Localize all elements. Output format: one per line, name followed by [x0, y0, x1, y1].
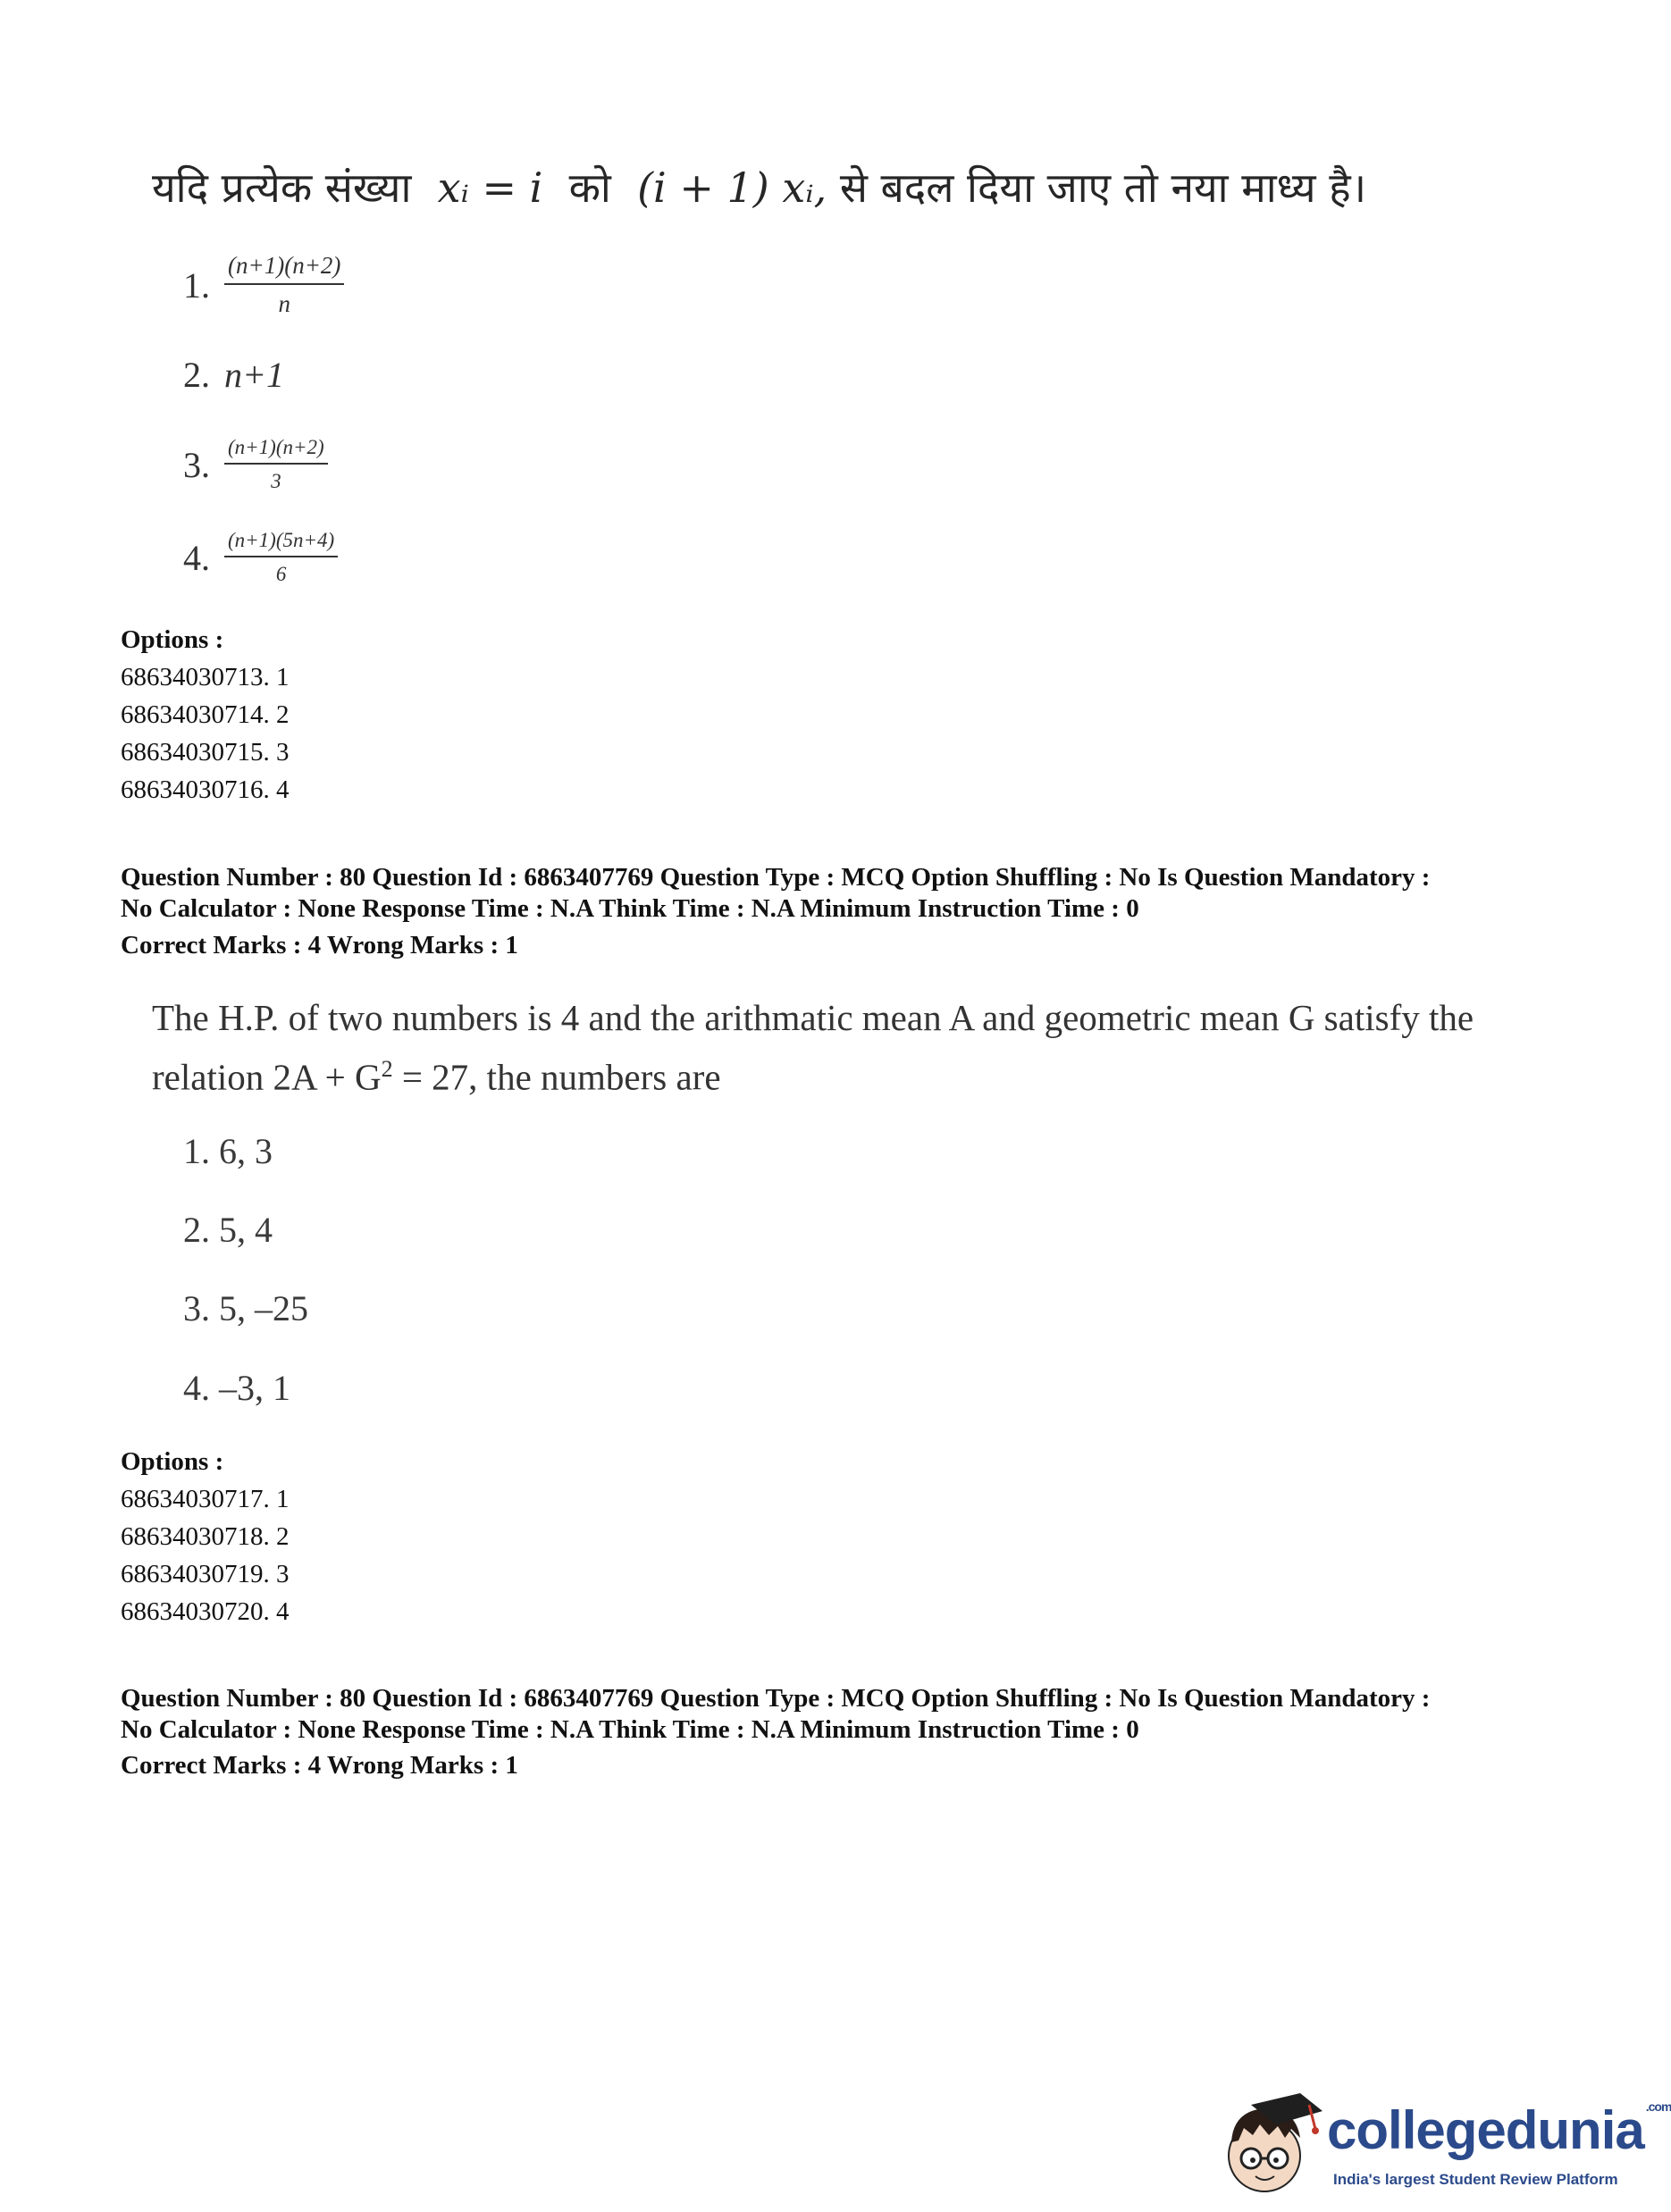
question-1-suffix: से बदल दिया जाए तो नया माध्य है।: [839, 163, 1367, 212]
question-2-text: [152, 992, 1546, 1103]
question-2-line-2: [152, 1043, 1546, 1103]
choice-number: 4.: [183, 537, 210, 578]
brand-wordmark: [1327, 2099, 1671, 2161]
question-2-option-id: 68634030717. 1: [121, 1485, 290, 1513]
question-2-choice-4: 4. –3, 1: [183, 1368, 290, 1408]
denominator: n: [278, 290, 290, 318]
question-meta-1: [121, 862, 1568, 925]
question-1-choice-2: [183, 354, 284, 396]
mascot-logo-icon: [1215, 2089, 1331, 2205]
marks-info-1: Correct Marks : 4 Wrong Marks : 1: [121, 931, 518, 959]
question-meta-2: [121, 1683, 1568, 1746]
brand-tagline: India's largest Student Review Platform: [1333, 2171, 1618, 2188]
question-1-choice-3: [183, 436, 328, 494]
meta-line-2: No Calculator : None Response Time : N.A Think Time : N.A Minimum Instruction Time : 0: [121, 1715, 1139, 1744]
denominator: 3: [271, 470, 281, 493]
question-2-line-1: The H.P. of two numbers is 4 and the arithmatic mean A and geometric mean G satisfy the: [152, 997, 1474, 1038]
question-2-options-label: Options :: [121, 1447, 224, 1476]
meta-line-1: Question Number : 80 Question Id : 6863407769 Question Type : MCQ Option Shuffling : No Is Question Mandatory :: [121, 863, 1431, 892]
question-2-option-id: 68634030719. 3: [121, 1560, 290, 1588]
choice-expression: n+1: [224, 355, 284, 395]
question-1-option-id: 68634030713. 1: [121, 663, 290, 691]
meta-line-1: Question Number : 80 Question Id : 6863407769 Question Type : MCQ Option Shuffling : No Is Question Mandatory :: [121, 1684, 1431, 1713]
question-2-choice-3: 3. 5, –25: [183, 1288, 308, 1328]
question-1-options-label: Options :: [121, 625, 224, 654]
numerator: (n+1)(n+2): [224, 252, 344, 285]
fraction: [224, 252, 344, 318]
fraction: [224, 529, 338, 587]
marks-info-2: Correct Marks : 4 Wrong Marks : 1: [121, 1751, 518, 1780]
question-1-mid: को: [568, 163, 611, 212]
question-1-prefix: यदि प्रत्येक संख्या: [152, 163, 412, 212]
question-1-option-id: 68634030714. 2: [121, 700, 290, 729]
choice-number: 1.: [183, 264, 210, 306]
denominator: 6: [275, 563, 287, 586]
question-1-math-xi: xᵢ = i: [437, 163, 543, 212]
choice-number: 3.: [183, 444, 210, 485]
brand-tld: .com: [1645, 2099, 1671, 2114]
numerator: (n+1)(n+2): [224, 436, 328, 465]
question-2-option-id: 68634030718. 2: [121, 1522, 290, 1551]
question-1-text: [152, 159, 1366, 214]
question-1-option-id: 68634030715. 3: [121, 738, 290, 767]
numerator: (n+1)(5n+4): [224, 529, 338, 557]
meta-line-2: No Calculator : None Response Time : N.A Think Time : N.A Minimum Instruction Time : 0: [121, 894, 1139, 923]
question-1-option-id: 68634030716. 4: [121, 775, 290, 804]
question-1-choice-1: [183, 252, 344, 318]
question-1-math-replace: (i + 1) xᵢ,: [637, 163, 827, 212]
question-1-choice-4: [183, 529, 338, 587]
superscript: 2: [381, 1056, 393, 1082]
question-2-choice-1: 1. 6, 3: [183, 1131, 273, 1171]
question-2-option-id: 68634030720. 4: [121, 1597, 290, 1626]
fraction: [224, 436, 328, 494]
brand-name: collegedunia: [1327, 2100, 1644, 2160]
choice-number: 2.: [183, 355, 210, 395]
question-2-line-2a: relation 2A + G: [152, 1056, 382, 1098]
question-2-choice-2: 2. 5, 4: [183, 1210, 273, 1250]
question-2-line-2b: = 27, the numbers are: [392, 1056, 721, 1098]
